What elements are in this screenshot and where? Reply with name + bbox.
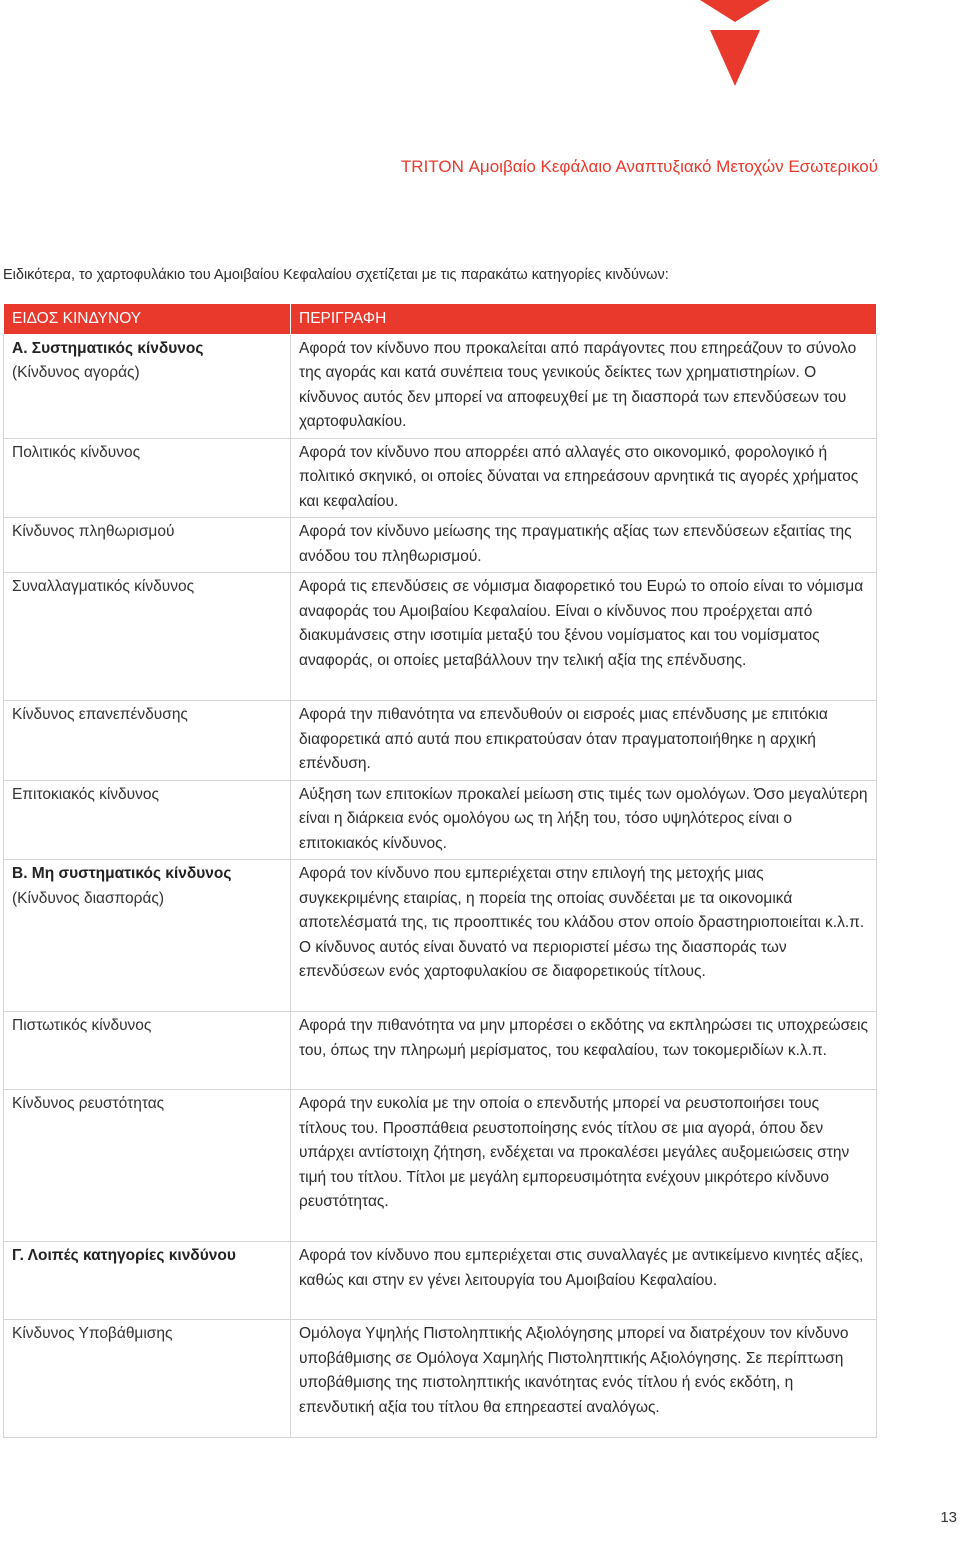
red-chevron-logo-icon	[700, 0, 770, 90]
table-row	[4, 701, 877, 781]
risk-type-cell	[4, 334, 291, 438]
table-row	[4, 518, 877, 573]
column-header-risk-type: ΕΙΔΟΣ ΚΙΝΔΥΝΟΥ	[4, 304, 291, 335]
risk-type-cell	[4, 518, 291, 573]
risk-category-title: Α. Συστηματικός κίνδυνος	[12, 339, 204, 357]
table-row	[4, 1090, 877, 1242]
table-header-row	[4, 304, 877, 335]
risk-type-name: Κίνδυνος επανεπένδυσης	[12, 706, 188, 723]
risk-type-name: Επιτοκιακός κίνδυνος	[12, 785, 160, 803]
page-number: 13	[940, 1509, 957, 1526]
risk-type-cell	[4, 1012, 291, 1090]
table-row	[4, 334, 877, 438]
risk-type-cell	[4, 1090, 291, 1242]
risk-description-cell: Αύξηση των επιτοκίων προκαλεί μείωση στις τιμές των ομολόγων. Όσο μεγαλύτερη είναι η διάρκεια ενός ομολόγου ως τη λήξη του, τόσο υψηλότερος είναι ο επιτοκιακός κίνδυνος.	[291, 780, 877, 860]
table-row	[4, 780, 877, 860]
risk-type-name: (Κίνδυνος αγοράς)	[12, 364, 140, 381]
risk-type-name: Πιστωτικός κίνδυνος	[12, 1017, 152, 1034]
table-row	[4, 1320, 877, 1438]
risk-description-cell: Αφορά τον κίνδυνο που απορρέει από αλλαγές στο οικονομικό, φορολογικό ή πολιτικό σκηνικό, οι οποίες δύναται να επηρεάσουν αρνητικά τις αγορές χρήματος και κεφαλαίου.	[291, 438, 877, 518]
risk-description-cell: Αφορά τον κίνδυνο που εμπεριέχεται στην επιλογή της μετοχής μιας συγκεκριμένης εταιρίας, η πορεία της οποίας συνδέεται με τα οικονομικά αποτελέσματά της, τις προοπτικές του κλάδου στον οποίο δραστηριοποιείται κ.λ.π. Ο κίνδυνος αυτός είναι δυνατό να περιοριστεί μέσω της διασποράς των επενδύσεων ενός χαρτοφυλακίου σε διαφορετικούς τίτλους.	[291, 860, 877, 1012]
risk-type-cell	[4, 573, 291, 701]
risk-type-cell	[4, 1242, 291, 1320]
risk-type-cell	[4, 438, 291, 518]
risk-category-title: Γ. Λοιπές κατηγορίες κινδύνου	[12, 1247, 236, 1264]
table-row	[4, 573, 877, 701]
risk-type-name: Συναλλαγματικός κίνδυνος	[12, 578, 195, 595]
table-row	[4, 1242, 877, 1320]
risk-description-cell: Αφορά τις επενδύσεις σε νόμισμα διαφορετικό του Ευρώ το οποίο είναι το νόμισμα αναφοράς του Αμοιβαίου Κεφαλαίου. Είναι ο κίνδυνος που προέρχεται από διακυμάνσεις στην ισοτιμία μεταξύ του ξένου νομίσματος και του νομίσματος αναφοράς, οι οποίες μεταβάλλουν την τελική αξία της επένδυσης.	[291, 573, 877, 701]
risk-description-cell: Ομόλογα Υψηλής Πιστοληπτικής Αξιολόγησης μπορεί να διατρέχουν τον κίνδυνο υποβάθμισης σε Ομόλογα Χαμηλής Πιστοληπτικής Αξιολόγησης. Σε περίπτωση υποβάθμισης της πιστοληπτικής ικανότητας ενός τίτλου ή ενός εκδότη, η επενδυτική αξία του τίτλου θα επηρεαστεί αναλόγως.	[291, 1320, 877, 1438]
risk-type-name: (Κίνδυνος διασποράς)	[12, 889, 165, 907]
risk-description-cell: Αφορά τον κίνδυνο μείωσης της πραγματικής αξίας των επενδύσεων εξαιτίας της ανόδου του πληθωρισμού.	[291, 518, 877, 573]
risk-category-title: Β. Μη συστηματικός κίνδυνος	[12, 865, 232, 882]
risk-type-name: Κίνδυνος πληθωρισμού	[12, 523, 175, 540]
risk-type-name: Κίνδυνος Υποβάθμισης	[12, 1325, 173, 1342]
risk-type-cell	[4, 701, 291, 781]
risk-type-name: Πολιτικός κίνδυνος	[12, 443, 141, 461]
risk-description-cell: Αφορά την ευκολία με την οποία ο επενδυτής μπορεί να ρευστοποιήσει τους τίτλους του. Προσπάθεια ρευστοποίησης ενός τίτλου σε μια αγορά, όπου δεν υπάρχει αντίστοιχη ζήτηση, ενδέχεται να προκαλέσει μεγάλες αυξομειώσεις στην τιμή του τίτλου. Τίτλοι με μεγάλη εμπορευσιμότητα ενέχουν μικρότερο κίνδυνο ρευστότητας.	[291, 1090, 877, 1242]
risk-categories-table	[3, 303, 877, 1438]
risk-description-cell: Αφορά τον κίνδυνο που προκαλείται από παράγοντες που επηρεάζουν το σύνολο της αγοράς και κατά συνέπεια τους γενικούς δείκτες των χρηματιστηρίων. Ο κίνδυνος αυτός δεν μπορεί να αποφευχθεί με τη διασπορά των επενδύσεων του χαρτοφυλακίου.	[291, 334, 877, 438]
document-title: TRITON Αμοιβαίο Κεφάλαιο Αναπτυξιακό Μετοχών Εσωτερικού	[400, 157, 878, 176]
table-row	[4, 860, 877, 1012]
risk-type-name: Κίνδυνος ρευστότητας	[12, 1095, 165, 1112]
risk-type-cell	[4, 860, 291, 1012]
table-row	[4, 1012, 877, 1090]
risk-description-cell: Αφορά τον κίνδυνο που εμπεριέχεται στις συναλλαγές με αντικείμενο κινητές αξίες, καθώς και στην εν γένει λειτουργία του Αμοιβαίου Κεφαλαίου.	[291, 1242, 877, 1320]
risk-description-cell: Αφορά την πιθανότητα να μην μπορέσει ο εκδότης να εκπληρώσει τις υποχρεώσεις του, όπως την πληρωμή μερίσματος, του κεφαλαίου, των τοκομεριδίων κ.λ.π.	[291, 1012, 877, 1090]
risk-description-cell: Αφορά την πιθανότητα να επενδυθούν οι εισροές μιας επένδυσης με επιτόκια διαφορετικά από αυτά που επικρατούσαν όταν πραγματοποιήθηκε η αρχική επένδυση.	[291, 701, 877, 781]
table-row	[4, 438, 877, 518]
intro-text: Ειδικότερα, το χαρτοφυλάκιο του Αμοιβαίου Κεφαλαίου σχετίζεται με τις παρακάτω κατηγορίες κινδύνων:	[3, 267, 669, 283]
risk-type-cell	[4, 780, 291, 860]
risk-type-cell	[4, 1320, 291, 1438]
column-header-description: ΠΕΡΙΓΡΑΦΗ	[291, 304, 877, 335]
